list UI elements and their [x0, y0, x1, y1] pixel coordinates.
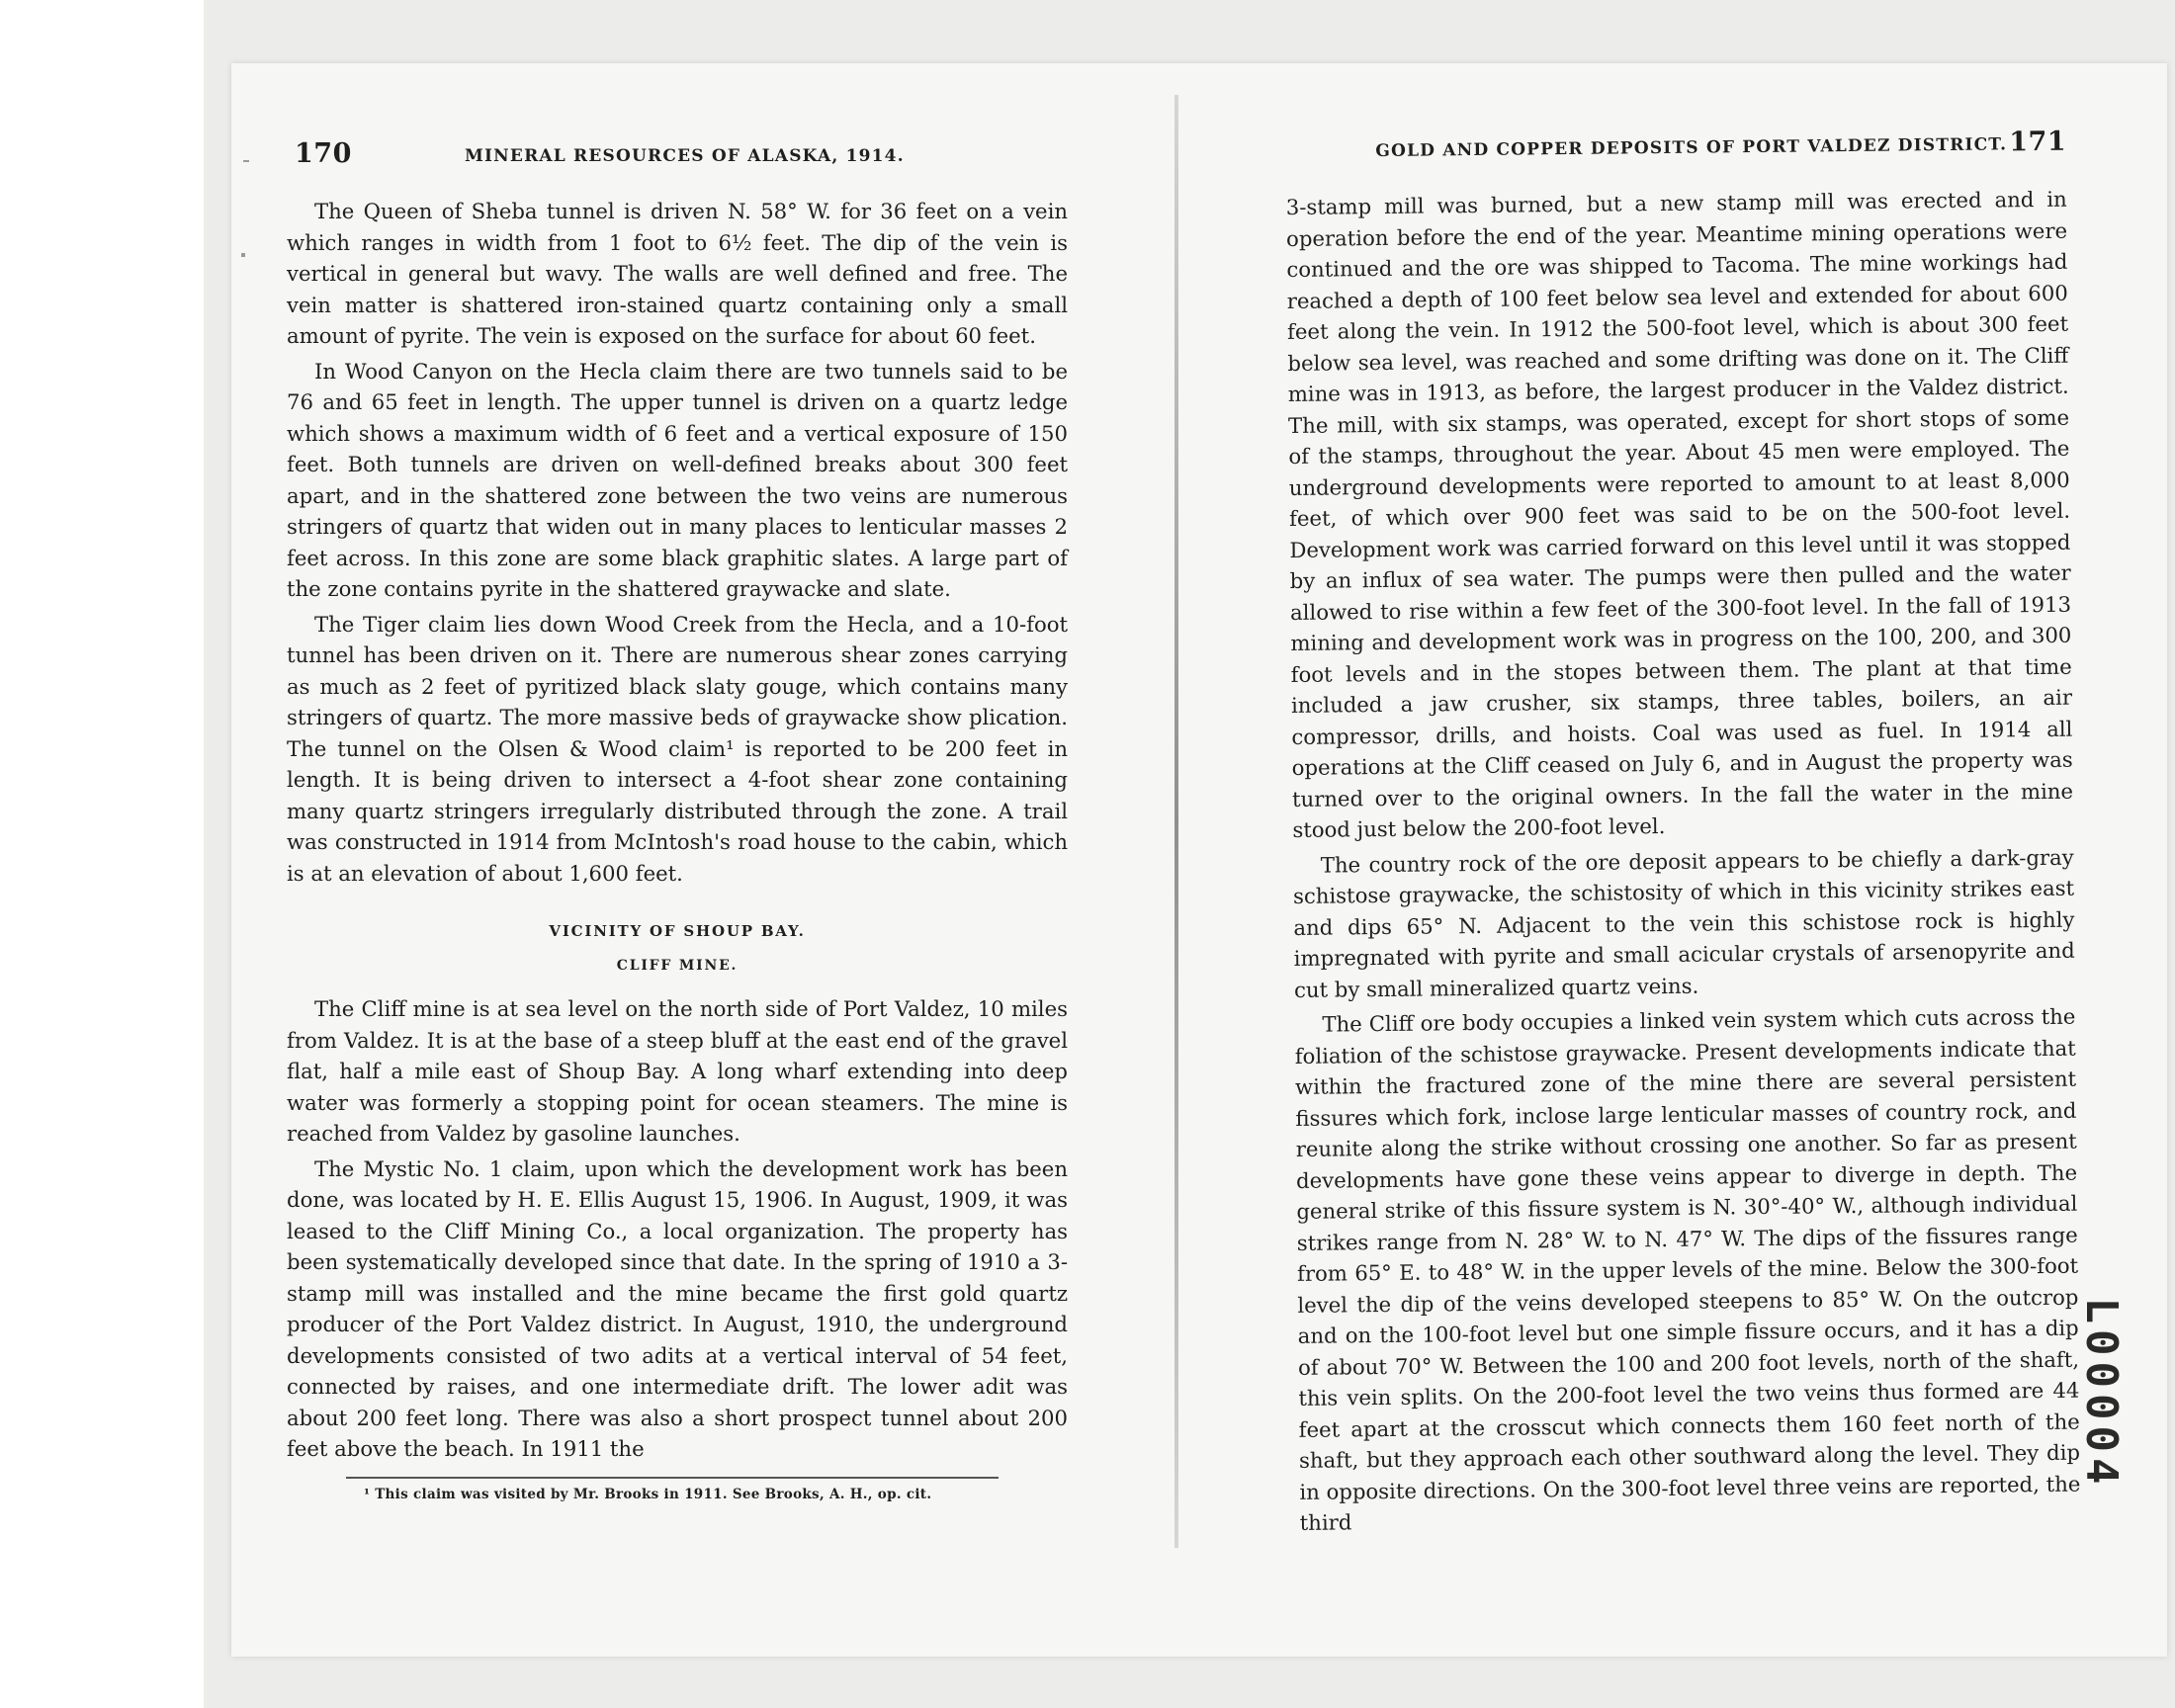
- page-gutter: [1174, 95, 1178, 1548]
- paragraph: The Queen of Sheba tunnel is driven N. 58° W. for 36 feet on a vein which ranges in width from 1 foot to 6½ feet. The dip of the vein is vertical in general but wavy. The walls are well defined and free. The vein matter is shattered iron-stained quartz containing only a small amount of pyrite. The vein is exposed on the surface for about 60 feet.: [287, 199, 1068, 348]
- scan-speck: [241, 253, 245, 257]
- page-number: 171: [2009, 126, 2067, 158]
- right-page: [1285, 127, 2081, 1543]
- paragraph: 3-stamp mill was burned, but a new stamp mill was erected and in operation before the end of the year. Meantime mining operations were continued and the ore was shipped to Tacoma. The mine workings had reached a depth of 100 feet below sea level and extended for about 600 feet along the vein. In 1912 the 500-foot level, which is about 300 feet below sea level, was reached and some drifting was done on it. The Cliff mine was in 1913, as before, the largest producer in the Valdez district. The mill, with six stamps, was operated, except for short stops of some of the stamps, throughout the year. About 45 men were employed. The underground developments were reported to amount to at least 8,000 feet, of which over 900 feet was said to be on the 500-foot level. Development work was carried forward on this level until it was stopped by an influx of sea water. The pumps were then pulled and the water allowed to rise within a few feet of the 300-foot level. In the fall of 1913 mining and development work was in progress on the 100, 200, and 300 foot levels and in the stopes between them. The plant at that time included a jaw crusher, six stamps, three tables, boilers, an air compressor, drills, and hoists. Coal was used as fuel. In 1914 all operations at the Cliff ceased on July 6, and in August the property was turned over to the original owners. In the fall the water in the mine stood just below the 200-foot level.: [1285, 186, 2074, 842]
- right-page-header: [1285, 127, 2066, 174]
- left-page: [287, 138, 1068, 1502]
- subsection-heading: CLIFF MINE.: [616, 958, 739, 974]
- footnote-rule: [346, 1477, 999, 1479]
- page-number: 170: [295, 138, 352, 169]
- paragraph: The Cliff ore body occupies a linked vein system which cuts across the foliation of the schistose graywacke. Present developments indicate that within the fractured zone of the mine there are several persistent fissures which fork, inclose large lenticular masses of country rock, and reunite along the strike without crossing one another. So far as present developments have gone these veins appear to diverge in depth. The general strike of this fissure system is N. 30°-40° W., although individual strikes range from N. 28° W. to N. 47° W. The dips of the fissures range from 65° E. to 48° W. in the upper levels of the mine. Below the 300-foot level the dip of the veins developed steepens to 85° W. On the outcrop and on the 100-foot level but one simple fissure occurs, and it has a dip of about 70° W. Between the 100 and 200 foot levels, north of the shaft, this vein splits. On the 200-foot level the two veins thus formed are 44 feet apart at the crosscut which connects them 160 feet north of the shaft, but they approach each other southward along the level. They dip in opposite directions. On the 300-foot level three veins are reported, the third: [1294, 1003, 2081, 1535]
- running-head: MINERAL RESOURCES OF ALASKA, 1914.: [465, 146, 905, 166]
- paragraph: The Tiger claim lies down Wood Creek from the Hecla, and a 10-foot tunnel has been driven on it. There are numerous shear zones carrying as much as 2 feet of pyritized black slaty gouge, which contains many stringers of quartz. The more massive beds of graywacke show plication. The tunnel on the Olsen & Wood claim¹ is reported to be 200 feet in length. It is being driven to intersect a 4-foot shear zone containing many quartz stringers irregularly distributed through the zone. A trail was constructed in 1914 from McIntosh's road house to the cabin, which is at an elevation of about 1,600 feet.: [287, 611, 1068, 886]
- paragraph: The Mystic No. 1 claim, upon which the development work has been done, was located by H. E. Ellis August 15, 1906. In August, 1909, it was leased to the Cliff Mining Co., a local organization. The property has been systematically developed since that date. In the spring of 1910 a 3-stamp mill was installed and the mine became the first gold quartz producer of the Port Valdez district. In August, 1910, the underground developments consisted of two adits at a vertical interval of 54 feet, connected by raises, and one intermediate drift. The lower adit was about 200 feet long. There was also a short prospect tunnel about 200 feet above the beach. In 1911 the: [287, 1155, 1068, 1461]
- footnote: ¹ This claim was visited by Mr. Brooks in 1911. See Brooks, A. H., op. cit.: [364, 1486, 932, 1502]
- running-head: GOLD AND COPPER DEPOSITS OF PORT VALDEZ DISTRICT.: [1375, 134, 2008, 162]
- archive-stamp: L00004: [2076, 1297, 2128, 1491]
- paragraph: The country rock of the ore deposit appears to be chiefly a dark-gray schistose graywacke, the schistosity of which in this vicinity strikes east and dips 65° N. Adjacent to the vein this schistose rock is highly impregnated with pyrite and small acicular crystals of arsenopyrite and cut by small mineralized quartz veins.: [1292, 844, 2075, 1002]
- paragraph: The Cliff mine is at sea level on the north side of Port Valdez, 10 miles from Valdez. It is at the base of a steep bluff at the east end of the gravel flat, half a mile east of Shoup Bay. A long wharf extending into deep water was formerly a stopping point for ocean steamers. The mine is reached from Valdez by gasoline launches.: [287, 996, 1068, 1146]
- left-page-header: [287, 138, 1068, 178]
- scan-speck: [243, 160, 249, 162]
- section-heading: VICINITY OF SHOUP BAY.: [549, 922, 806, 940]
- paragraph: In Wood Canyon on the Hecla claim there are two tunnels said to be 76 and 65 feet in length. The upper tunnel is driven on a quartz ledge which shows a maximum width of 6 feet and a vertical exposure of 150 feet. Both tunnels are driven on well-defined breaks about 300 feet apart, and in the shattered zone between the two veins are numerous stringers of quartz that widen out in many places to lenticular masses 2 feet across. In this zone are some black graphitic slates. A large part of the zone contains pyrite in the shattered graywacke and slate.: [287, 358, 1068, 601]
